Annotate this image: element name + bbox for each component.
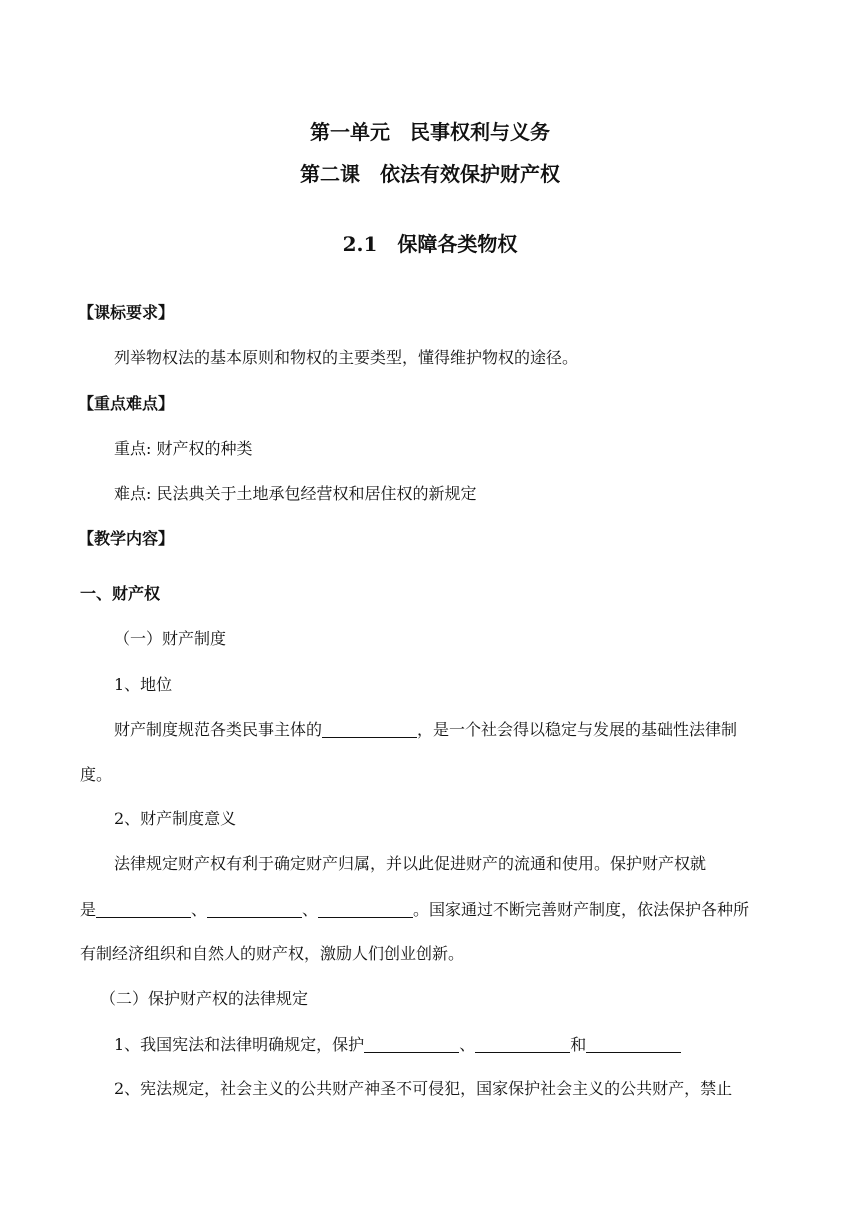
key-points-heading: 【重点难点】 (78, 394, 175, 413)
item2-text-line2 (80, 900, 749, 920)
item2-text-line1: 法律规定财产权有利于确定财产归属，并以此促进财产的流通和使用。保护财产权就 (114, 854, 707, 873)
fill-blank[interactable] (318, 901, 413, 918)
curriculum-heading: 【课标要求】 (78, 303, 175, 322)
separator: 、 (191, 900, 208, 919)
item2-text-prefix: 是 (80, 900, 97, 919)
section-title: 2.1 保障各类物权 (342, 232, 518, 256)
part1-sub2: （二）保护财产权的法律规定 (100, 989, 309, 1008)
fill-blank[interactable] (322, 721, 417, 738)
item1-title: 1、地位 (114, 675, 173, 694)
fill-blank[interactable] (475, 1036, 570, 1053)
difficult-point: 难点: 民法典关于土地承包经营权和居住权的新规定 (114, 484, 477, 503)
law1-prefix: 1、我国宪法和法律明确规定，保护 (114, 1035, 365, 1054)
law2-line: 2、宪法规定，社会主义的公共财产神圣不可侵犯，国家保护社会主义的公共财产，禁止 (114, 1079, 733, 1098)
curriculum-text: 列举物权法的基本原则和物权的主要类型，懂得维护物权的途径。 (114, 348, 579, 367)
fill-blank[interactable] (586, 1036, 681, 1053)
item1-text-line2: 度。 (80, 765, 113, 784)
item1-text-a: 财产制度规范各类民事主体的 (114, 720, 323, 739)
law1-and: 和 (570, 1035, 587, 1054)
item2-text-line3: 有制经济组织和自然人的财产权，激励人们创业创新。 (80, 944, 465, 963)
key-point: 重点: 财产权的种类 (114, 439, 253, 458)
fill-blank[interactable] (96, 901, 191, 918)
part1-sub1: （一）财产制度 (114, 629, 227, 648)
content-heading: 【教学内容】 (78, 529, 175, 548)
item1-text-line1 (114, 720, 737, 740)
fill-blank[interactable] (364, 1036, 459, 1053)
separator: 、 (302, 900, 319, 919)
fill-blank[interactable] (207, 901, 302, 918)
unit-title: 第一单元 民事权利与义务 (310, 120, 550, 144)
law1-line (114, 1035, 681, 1055)
part1-title: 一、财产权 (80, 584, 161, 603)
item1-text-b: ，是一个社会得以稳定与发展的基础性法律制 (417, 720, 738, 739)
separator: 、 (459, 1035, 476, 1054)
lesson-title: 第二课 依法有效保护财产权 (300, 162, 560, 186)
item2-text-suffix: 。国家通过不断完善财产制度，依法保护各种所 (413, 900, 750, 919)
item2-title: 2、财产制度意义 (114, 809, 237, 828)
